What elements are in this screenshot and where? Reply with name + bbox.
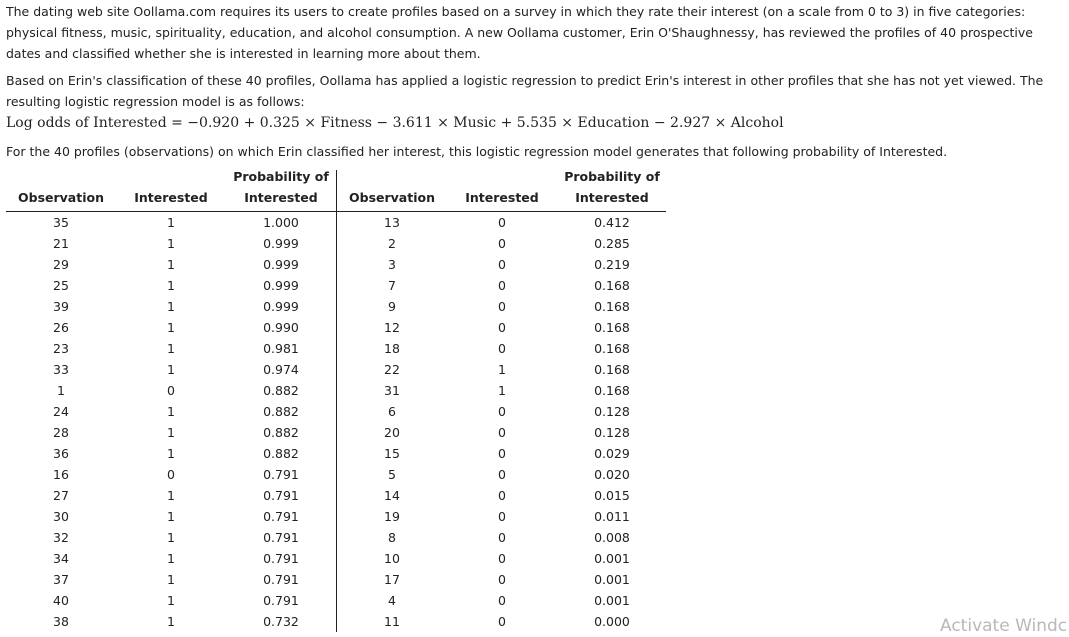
table-intro-paragraph: For the 40 profiles (observations) on which Erin classified her interest, this logistic regression model generates that following probability of Interested. [6,144,948,159]
header-probability-left-line2: Interested [244,190,318,205]
probability-cell: 0.001 [594,572,630,587]
observation-cell: 26 [53,320,69,335]
observation-cell: 30 [53,509,69,524]
probability-cell: 0.001 [594,551,630,566]
probability-cell: 0.285 [594,236,630,251]
interested-cell: 0 [498,593,506,608]
observation-cell: 31 [384,383,400,398]
interested-cell: 1 [167,404,175,419]
probability-cell: 0.981 [263,341,299,356]
table-row [6,443,666,464]
interested-cell: 0 [498,551,506,566]
interested-cell: 0 [498,425,506,440]
observation-cell: 25 [53,278,69,293]
observation-cell: 36 [53,446,69,461]
probability-cell: 0.015 [594,488,630,503]
observation-cell: 17 [384,572,400,587]
interested-cell: 1 [167,341,175,356]
table-row [6,464,666,485]
observation-cell: 10 [384,551,400,566]
interested-cell: 0 [498,404,506,419]
table-row [6,569,666,590]
probability-cell: 0.168 [594,341,630,356]
probability-cell: 0.974 [263,362,299,377]
probability-cell: 0.168 [594,383,630,398]
probability-cell: 0.882 [263,425,299,440]
probability-cell: 0.791 [263,530,299,545]
interested-cell: 1 [167,215,175,230]
table-row [6,611,666,632]
table-row [6,338,666,359]
observation-cell: 12 [384,320,400,335]
observation-cell: 7 [388,278,396,293]
table-row [6,296,666,317]
observation-cell: 4 [388,593,396,608]
table-row [6,590,666,611]
table-row [6,317,666,338]
observation-cell: 38 [53,614,69,629]
probability-cell: 0.168 [594,299,630,314]
observation-cell: 21 [53,236,69,251]
interested-cell: 0 [498,572,506,587]
interested-cell: 1 [167,572,175,587]
probability-cell: 0.001 [594,593,630,608]
header-probability-right-line1: Probability of [564,169,660,184]
observation-cell: 39 [53,299,69,314]
observation-cell: 9 [388,299,396,314]
probability-cell: 1.000 [263,215,299,230]
observation-cell: 19 [384,509,400,524]
table-row [6,233,666,254]
observation-cell: 24 [53,404,69,419]
interested-cell: 1 [167,278,175,293]
interested-cell: 0 [498,509,506,524]
interested-cell: 0 [498,530,506,545]
interested-cell: 1 [167,509,175,524]
activate-windows-watermark: Activate Windc [940,616,1068,636]
table-row [6,359,666,380]
interested-cell: 1 [167,614,175,629]
observation-cell: 3 [388,257,396,272]
observation-cell: 34 [53,551,69,566]
observation-cell: 22 [384,362,400,377]
probability-cell: 0.011 [594,509,630,524]
interested-cell: 0 [498,488,506,503]
interested-cell: 0 [498,278,506,293]
probability-cell: 0.732 [263,614,299,629]
table-row [6,275,666,296]
interested-cell: 0 [498,446,506,461]
probability-cell: 0.791 [263,551,299,566]
probability-cell: 0.128 [594,404,630,419]
interested-cell: 1 [167,236,175,251]
observation-cell: 23 [53,341,69,356]
probability-cell: 0.990 [263,320,299,335]
interested-cell: 0 [498,320,506,335]
observation-cell: 11 [384,614,400,629]
probability-cell: 0.412 [594,215,630,230]
table-row [6,485,666,506]
observation-cell: 35 [53,215,69,230]
header-observation-left: Observation [18,190,104,205]
probability-cell: 0.128 [594,425,630,440]
interested-cell: 0 [498,257,506,272]
intro-paragraph: The dating web site Oollama.com requires its users to create profiles based on a survey in which they rate their interest (on a scale from 0 to 3) in five categories: physical fitness, music, spirituality, education, and alcohol consumption. A new Oollama customer, Erin O'Shaughnessy, has reviewed the profiles of 40 prospective dates and classified whether she is interested in learning more about them. [6,4,1033,61]
regression-formula: Log odds of Interested = −0.920 + 0.325 × Fitness − 3.611 × Music + 5.535 × Education − 2.927 × Alcohol [6,115,784,131]
interested-cell: 1 [167,425,175,440]
interested-cell: 1 [167,530,175,545]
interested-cell: 1 [167,257,175,272]
interested-cell: 1 [167,488,175,503]
probability-cell: 0.791 [263,467,299,482]
interested-cell: 1 [498,362,506,377]
interested-cell: 0 [498,341,506,356]
probability-cell: 0.791 [263,509,299,524]
probability-cell: 0.882 [263,446,299,461]
interested-cell: 0 [167,383,175,398]
table-row [6,212,666,233]
table-row [6,254,666,275]
probability-cell: 0.029 [594,446,630,461]
interested-cell: 1 [167,593,175,608]
interested-cell: 1 [498,383,506,398]
probability-cell: 0.999 [263,236,299,251]
header-interested-right: Interested [465,190,539,205]
probability-cell: 0.999 [263,257,299,272]
probability-cell: 0.168 [594,362,630,377]
interested-cell: 0 [498,236,506,251]
interested-cell: 1 [167,299,175,314]
table-row [6,401,666,422]
interested-cell: 0 [498,299,506,314]
observation-cell: 1 [57,383,65,398]
interested-cell: 1 [167,446,175,461]
probability-cell: 0.999 [263,278,299,293]
interested-cell: 1 [167,320,175,335]
observation-cell: 6 [388,404,396,419]
interested-cell: 0 [498,215,506,230]
probability-cell: 0.882 [263,383,299,398]
observation-cell: 40 [53,593,69,608]
observation-cell: 33 [53,362,69,377]
probability-cell: 0.000 [594,614,630,629]
header-probability-right-line2: Interested [575,190,649,205]
header-interested-left: Interested [134,190,208,205]
probability-cell: 0.882 [263,404,299,419]
observation-cell: 5 [388,467,396,482]
observation-cell: 27 [53,488,69,503]
table-row [6,506,666,527]
probability-cell: 0.791 [263,488,299,503]
interested-cell: 0 [167,467,175,482]
interested-cell: 0 [498,614,506,629]
table-row [6,548,666,569]
probability-cell: 0.020 [594,467,630,482]
observation-cell: 8 [388,530,396,545]
probability-cell: 0.999 [263,299,299,314]
probability-table-body [6,212,666,632]
observation-cell: 13 [384,215,400,230]
observation-cell: 18 [384,341,400,356]
probability-cell: 0.791 [263,572,299,587]
table-row [6,527,666,548]
observation-cell: 32 [53,530,69,545]
probability-cell: 0.168 [594,320,630,335]
table-row [6,380,666,401]
probability-cell: 0.791 [263,593,299,608]
probability-cell: 0.008 [594,530,630,545]
observation-cell: 37 [53,572,69,587]
observation-cell: 29 [53,257,69,272]
observation-cell: 20 [384,425,400,440]
probability-cell: 0.219 [594,257,630,272]
observation-cell: 28 [53,425,69,440]
header-observation-right: Observation [349,190,435,205]
interested-cell: 1 [167,362,175,377]
observation-cell: 15 [384,446,400,461]
table-row [6,422,666,443]
probability-cell: 0.168 [594,278,630,293]
model-intro-paragraph: Based on Erin's classification of these 40 profiles, Oollama has applied a logistic regression to predict Erin's interest in other profiles that she has not yet viewed. The resulting logistic regression model is as follows: [6,73,1044,109]
observation-cell: 14 [384,488,400,503]
header-probability-left-line1: Probability of [233,169,329,184]
observation-cell: 16 [53,467,69,482]
observation-cell: 2 [388,236,396,251]
interested-cell: 1 [167,551,175,566]
interested-cell: 0 [498,467,506,482]
